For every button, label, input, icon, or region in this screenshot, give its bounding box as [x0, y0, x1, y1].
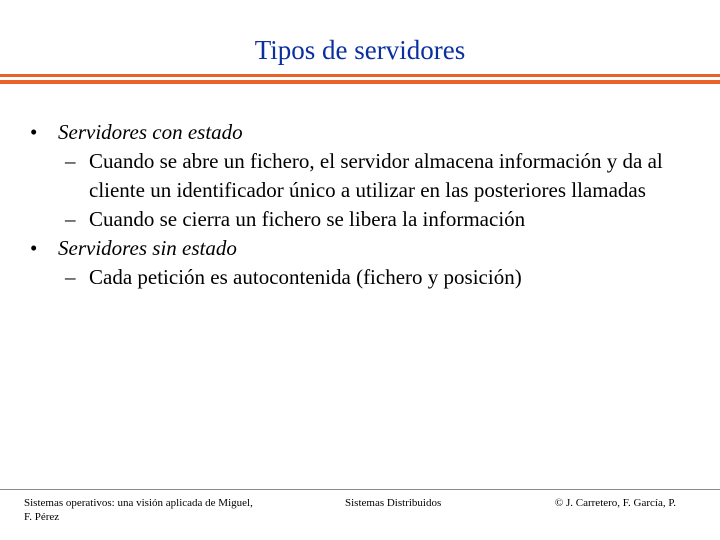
- sub-item: [0, 263, 720, 292]
- dash-icon: –: [65, 149, 76, 173]
- slide-content: [0, 118, 720, 292]
- dash-icon: –: [65, 207, 76, 231]
- bullet-icon: •: [30, 236, 38, 260]
- sub-item-text: Cuando se cierra un fichero se libera la información: [89, 207, 526, 231]
- bullet-label: Servidores sin estado: [58, 236, 237, 260]
- title-rule-bottom: [0, 80, 720, 84]
- footer-right-text: © J. Carretero, F. García, P.: [554, 497, 676, 509]
- dash-icon: –: [65, 265, 76, 289]
- title-rule-top: [0, 74, 720, 77]
- bullet-label: Servidores con estado: [58, 120, 243, 144]
- sub-item: [0, 205, 720, 234]
- bullet-icon: •: [30, 120, 38, 144]
- sub-item-text: Cuando se abre un fichero, el servidor almacena información y da al cliente un identificador único a utilizar en las posteriores llamadas: [89, 149, 663, 202]
- bullet-item-stateless: [0, 234, 720, 263]
- footer-center-text: Sistemas Distribuidos: [345, 497, 442, 509]
- sub-item: [0, 147, 720, 205]
- sub-item-text: Cada petición es autocontenida (fichero y posición): [89, 265, 522, 289]
- footer-left-text: Sistemas operativos: una visión aplicada de Miguel, F. Pérez: [24, 497, 253, 523]
- footer-rule: [0, 489, 720, 490]
- bullet-item-stateful: [0, 118, 720, 147]
- slide-title: Tipos de servidores: [254, 35, 466, 65]
